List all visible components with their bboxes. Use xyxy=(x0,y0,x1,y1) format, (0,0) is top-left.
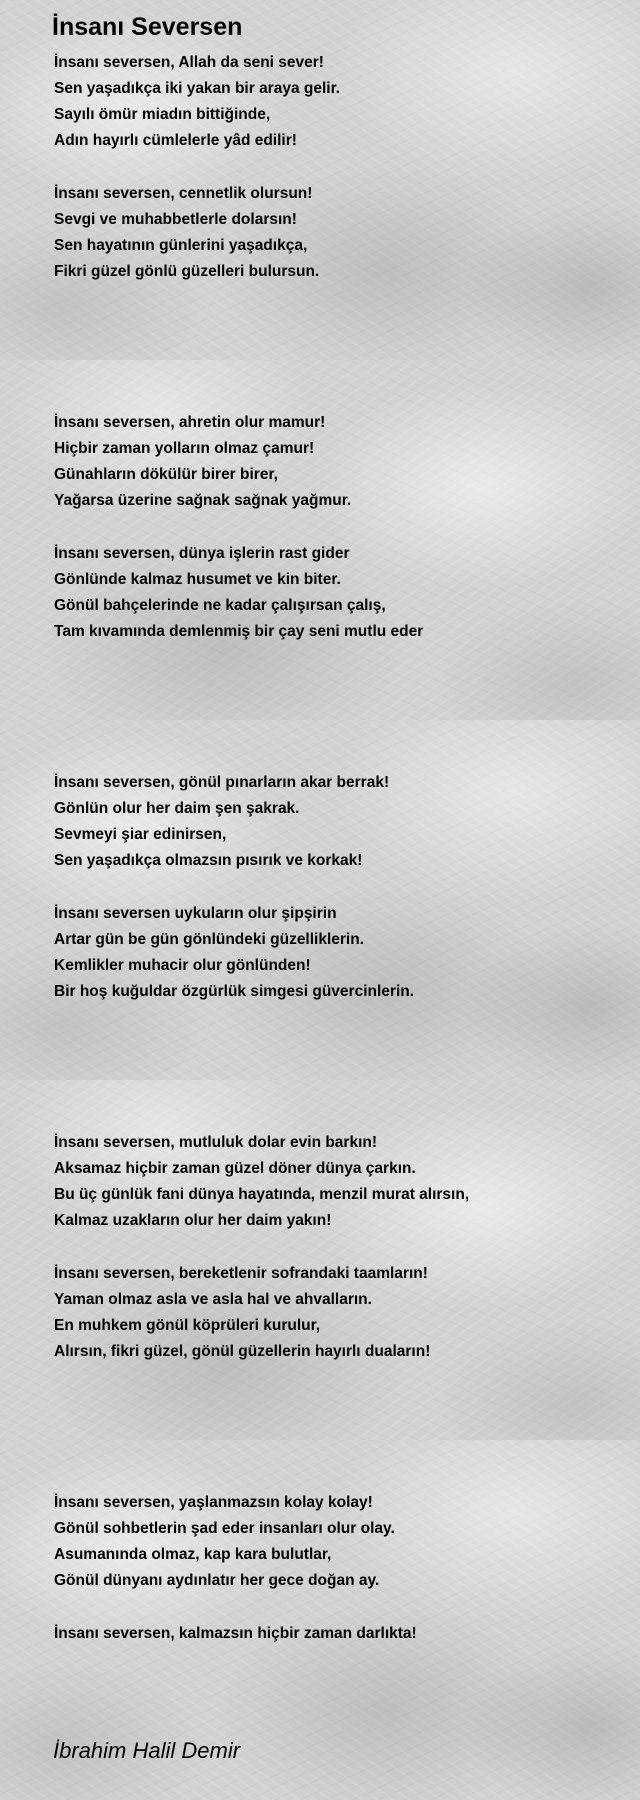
poem-line: İnsanı seversen, mutluluk dolar evin barkın! xyxy=(54,1134,378,1151)
stanza-9 xyxy=(54,1490,395,1594)
poem-line: Gönül bahçelerinde ne kadar çalışırsan çalış, xyxy=(54,597,386,614)
poem-line: İnsanı seversen, ahretin olur mamur! xyxy=(54,414,326,431)
poem-line: Sen yaşadıkça olmazsın pısırık ve korkak! xyxy=(54,852,363,869)
stanza-10 xyxy=(54,1621,417,1647)
stanza-2 xyxy=(54,181,319,285)
poem-line: Adın hayırlı cümlelerle yâd edilir! xyxy=(54,132,297,149)
poem-line: Gönlünde kalmaz husumet ve kin biter. xyxy=(54,571,341,588)
poem-line: Yağarsa üzerine sağnak sağnak yağmur. xyxy=(54,492,352,509)
poem-line: Bir hoş kuğuldar özgürlük simgesi güvercinlerin. xyxy=(54,983,415,1000)
poem-line: Sen hayatının günlerini yaşadıkça, xyxy=(54,237,308,254)
stanza-5 xyxy=(54,770,389,874)
stanza-3 xyxy=(54,410,351,514)
poem-line: Artar gün be gün gönlündeki güzelliklerin. xyxy=(54,931,365,948)
poem-line: Sen yaşadıkça iki yakan bir araya gelir. xyxy=(54,80,341,97)
poem-line: Gönül sohbetlerin şad eder insanları olur olay. xyxy=(54,1520,395,1537)
poem-line: İnsanı seversen, dünya işlerin rast gider xyxy=(54,545,350,562)
poem-title: İnsanı Seversen xyxy=(52,13,243,41)
poem-line: İnsanı seversen, cennetlik olursun! xyxy=(54,185,313,202)
stanza-6 xyxy=(54,901,414,1005)
poem-line: İnsanı seversen, kalmazsın hiçbir zaman darlıkta! xyxy=(54,1625,417,1642)
poem-line: Bu üç günlük fani dünya hayatında, menzil murat alırsın, xyxy=(54,1186,470,1203)
poem-line: İnsanı seversen, bereketlenir sofrandaki taamların! xyxy=(54,1265,428,1282)
poem-line: Hiçbir zaman yolların olmaz çamur! xyxy=(54,440,315,457)
poem-line: Sevgi ve muhabbetlerle dolarsın! xyxy=(54,211,297,228)
author-name: İbrahim Halil Demir xyxy=(53,1738,241,1763)
poem-line: Sayılı ömür miadın bittiğinde, xyxy=(54,106,271,123)
poem-line: Asumanında olmaz, kap kara bulutlar, xyxy=(54,1546,332,1563)
poem-line: Gönül dünyanı aydınlatır her gece doğan ay. xyxy=(54,1572,380,1589)
poem-line: Fikri güzel gönlü güzelleri bulursun. xyxy=(54,263,320,280)
poem-line: İnsanı seversen, Allah da seni sever! xyxy=(54,54,324,71)
poem-line: Aksamaz hiçbir zaman güzel döner dünya çarkın. xyxy=(54,1160,416,1177)
stanza-4 xyxy=(54,541,423,645)
poem-line: İnsanı seversen, yaşlanmazsın kolay kolay! xyxy=(54,1494,373,1511)
stanza-1 xyxy=(54,50,340,154)
poem-line: Sevmeyi şiar edinirsen, xyxy=(54,826,227,843)
poem-line: Günahların dökülür birer birer, xyxy=(54,466,278,483)
poem-line: Kemlikler muhacir olur gönlünden! xyxy=(54,957,311,974)
poem-line: Tam kıvamında demlenmiş bir çay seni mutlu eder xyxy=(54,623,424,640)
poem-line: Gönlün olur her daim şen şakrak. xyxy=(54,800,300,817)
poem-line: Kalmaz uzakların olur her daim yakın! xyxy=(54,1212,332,1229)
stanza-7 xyxy=(54,1130,469,1234)
poem-line: İnsanı seversen, gönül pınarların akar berrak! xyxy=(54,774,390,791)
poem-line: İnsanı seversen uykuların olur şipşirin xyxy=(54,905,337,922)
poem-line: Alırsın, fikri güzel, gönül güzellerin hayırlı duaların! xyxy=(54,1343,431,1360)
poem-line: En muhkem gönül köprüleri kurulur, xyxy=(54,1317,321,1334)
poem-line: Yaman olmaz asla ve asla hal ve ahvalların. xyxy=(54,1291,372,1308)
stanza-8 xyxy=(54,1261,430,1365)
